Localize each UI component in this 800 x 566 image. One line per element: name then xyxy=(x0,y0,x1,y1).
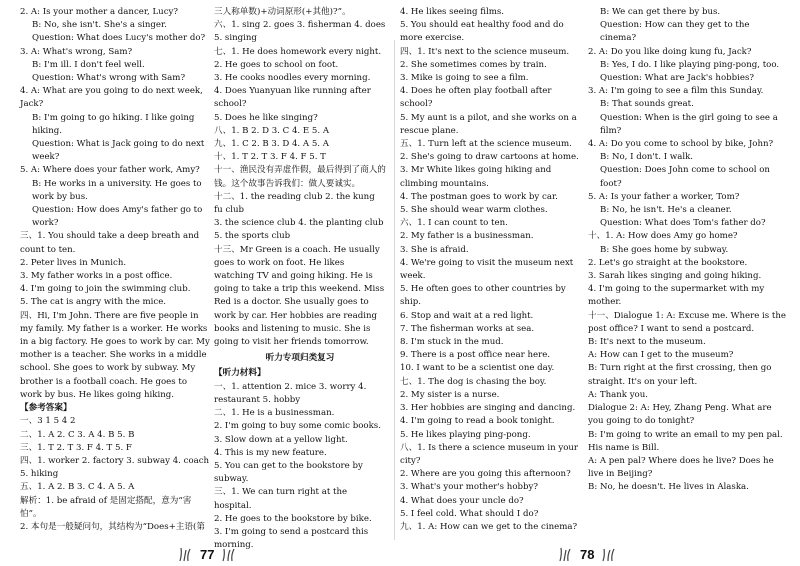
text-line: 5. He often goes to other countries by ship. xyxy=(400,284,566,308)
footer-right xyxy=(558,546,616,562)
text-line: 5. the sports club xyxy=(214,231,291,242)
page-number-left: 77 xyxy=(200,546,215,562)
text-line: 四、1. It's next to the science museum. xyxy=(400,46,570,57)
text-line: B: Turn right at the first crossing, then go straight. It's on your left. xyxy=(588,363,772,387)
text-line: 十三、Mr Green is a coach. He usually goes to work on foot. He likes watching TV and going hiking. He is going to take a trip this weekend. Miss Red is a doctor. She usually goes to work by car. Her hobbies are reading books and listening to music. She is going to visit her friends tomorrow. xyxy=(214,244,385,348)
text-line: 二、1. A 2. C 3. A 4. B 5. B xyxy=(20,429,135,440)
text-line: 六、1. I can count to ten. xyxy=(400,218,508,229)
text-line: 5. She should wear warm clothes. xyxy=(400,205,548,216)
text-line: 四、Hi, I'm John. There are five people in my family. My father is a worker. He works in a big factory. He goes to work by car. My mother is a teacher. She works in a middle school. She goes to work by subway. My brother is a football coach. He goes to work by bus. He likes going hiking. xyxy=(20,310,210,400)
grass-ornament-icon xyxy=(600,546,616,562)
text-line: 3. A: What's wrong, Sam? xyxy=(20,46,133,57)
text-line: 5. I feel cold. What should I do? xyxy=(400,508,539,519)
text-line: 四、1. worker 2. factory 3. subway 4. coach 5. hiking xyxy=(20,455,210,480)
text-line: 8. I'm stuck in the mud. xyxy=(400,337,504,348)
text-line: 五、1. A 2. B 3. C 4. A 5. A xyxy=(20,482,135,493)
text-line: 五、1. Turn left at the science museum. xyxy=(400,139,572,150)
text-line: 3. What's your mother's hobby? xyxy=(400,482,538,493)
text-line: 4. He likes seeing films. xyxy=(400,7,505,17)
text-line: 2. 本句是一般疑问句，其结构为“Does+主语(第 xyxy=(20,521,205,532)
text-line: 4. I'm going to the supermarket with my mother. xyxy=(588,284,765,308)
text-line: 2. A: Is your mother a dancer, Lucy? xyxy=(20,7,178,17)
text-line: Question: What does Lucy's mother do? xyxy=(32,33,206,44)
text-line: Question: What's wrong with Sam? xyxy=(32,73,186,84)
text-line: 5. My aunt is a pilot, and she works on a rescue plane. xyxy=(400,112,577,136)
text-line: 三、1. You should take a deep breath and count to ten. xyxy=(20,231,200,255)
grass-ornament-icon xyxy=(220,546,236,562)
text-line: 解析：1. be afraid of 是固定搭配，意为“害怕”。 xyxy=(20,495,192,519)
text-line: B: That sounds great. xyxy=(600,99,694,110)
text-line: 2. He goes to the bookstore by bike. xyxy=(214,513,372,524)
text-line: 5. A: Where does your father work, Amy? xyxy=(20,165,200,176)
text-line: A: A pen pal? Where does he live? Does he live in Beijing? xyxy=(588,455,774,480)
text-line: 3. Mike is going to see a film. xyxy=(400,73,529,84)
text-line: 4. A: Do you come to school by bike, John? xyxy=(588,139,774,150)
column-divider xyxy=(394,40,395,540)
text-line: 2. A: Do you like doing kung fu, Jack? xyxy=(588,46,752,57)
column-3 xyxy=(400,6,580,534)
text-line: 3. A: I'm going to see a film this Sunday. xyxy=(588,86,764,97)
text-line: B: Yes, I do. I like playing ping-pong, too. xyxy=(600,59,780,70)
text-line: 3. He cooks noodles every morning. xyxy=(214,73,371,84)
text-line: 2. He goes to school on foot. xyxy=(214,59,339,70)
text-line: 三、1. T 2. T 3. F 4. T 5. F xyxy=(20,442,132,453)
text-line: Question: What are Jack's hobbies? xyxy=(600,73,754,84)
text-line: 八、1. B 2. D 3. C 4. E 5. A xyxy=(214,125,330,136)
footer-left xyxy=(178,546,236,562)
text-line: 七、1. He does homework every night. xyxy=(214,46,382,57)
text-line: 2. She sometimes comes by train. xyxy=(400,59,547,70)
text-line: B: I'm going to go hiking. I like going hiking. xyxy=(32,112,195,136)
text-line: 5. You should eat healthy food and do more exercise. xyxy=(400,20,564,44)
text-line: 4. Does he often play football after school? xyxy=(400,86,552,110)
text-line: 3. My father works in a post office. xyxy=(20,271,173,282)
text-line: 6. Stop and wait at a red light. xyxy=(400,310,534,321)
column-2 xyxy=(214,6,386,552)
text-line: 三人称单数)+动词原形(+其他)?”。 xyxy=(214,7,351,17)
text-line: 2. Peter lives in Munich. xyxy=(20,257,127,268)
text-line: Dialogue 2: A: Hey, Zhang Peng. What are you going to do tonight? xyxy=(588,403,772,427)
text-line: 5. A: Is your father a worker, Tom? xyxy=(588,191,740,202)
text-line: 八、1. Is there a science museum in your city? xyxy=(400,442,579,466)
grass-ornament-icon xyxy=(558,546,574,562)
text-line: 九、1. C 2. B 3. D 4. A 5. A xyxy=(214,139,329,150)
text-line: 六、1. sing 2. goes 3. fisherman 4. does xyxy=(214,20,386,31)
text-line: 3. Sarah likes singing and going hiking. xyxy=(588,271,762,282)
text-line: 5. Does he like singing? xyxy=(214,112,318,123)
text-line: B: No, he doesn't. He lives in Alaska. xyxy=(588,482,749,493)
text-line: 3. Slow down at a yellow light. xyxy=(214,434,348,445)
text-line: 七、1. The dog is chasing the boy. xyxy=(400,376,547,387)
text-line: B: It's next to the museum. xyxy=(588,337,706,348)
text-line: A: How can I get to the museum? xyxy=(588,350,734,361)
text-line: 4. I'm going to read a book tonight. xyxy=(400,416,555,427)
text-line: B: I'm going to write an email to my pen pal. His name is Bill. xyxy=(588,429,783,453)
text-line: 2. My father is a businessman. xyxy=(400,231,534,242)
text-line: 4. What does your uncle do? xyxy=(400,495,524,506)
text-line: Question: What is Jack going to do next week? xyxy=(32,139,205,163)
text-line: B: She goes home by subway. xyxy=(600,244,729,255)
text-line: 3. Mr White likes going hiking and climbing mountains. xyxy=(400,165,552,189)
text-line: 3. She is afraid. xyxy=(400,244,469,255)
text-line: 2. She's going to draw cartoons at home. xyxy=(400,152,579,163)
text-line: 10. I want to be a scientist one day. xyxy=(400,363,555,374)
text-line: Question: How does Amy's father go to work? xyxy=(32,205,203,229)
text-line: 十、1. T 2. T 3. F 4. F 5. T xyxy=(214,152,326,163)
text-line: B: No, I don't. I walk. xyxy=(600,152,694,163)
text-line: 2. I'm going to buy some comic books. xyxy=(214,421,381,432)
text-line: 十一、Dialogue 1: A: Excuse me. Where is the post office? I want to send a postcard. xyxy=(588,310,786,334)
text-line: 三、1. We can turn right at the hospital. xyxy=(214,487,348,511)
text-line: B: He works in a university. He goes to work by bus. xyxy=(32,178,202,202)
text-line: 二、1. He is a businessman. xyxy=(214,408,335,419)
text-line: 5. singing xyxy=(214,33,257,44)
text-line: 一、3 1 5 4 2 xyxy=(20,416,76,427)
text-line: 九、1. A: How can we get to the cinema? xyxy=(400,521,578,532)
text-line: 4. This is my new feature. xyxy=(214,447,327,458)
column-1 xyxy=(20,6,210,534)
text-line: 2. Where are you going this afternoon? xyxy=(400,469,571,480)
text-line: 一、1. attention 2. mice 3. worry 4. restaurant 5. hobby xyxy=(214,381,367,405)
text-line: Question: What does Tom's father do? xyxy=(600,218,766,229)
text-line: 5. The cat is angry with the mice. xyxy=(20,297,167,308)
text-line: 3. I'm going to send a postcard this morning. xyxy=(214,526,369,551)
text-line: 4. A: What are you going to do next week, Jack? xyxy=(20,86,203,110)
text-line: 2. My sister is a nurse. xyxy=(400,389,500,400)
text-line: 5. You can get to the bookstore by subway. xyxy=(214,460,363,485)
text-line: B: I'm ill. I don't feel well. xyxy=(32,59,145,70)
text-line: 十、1. A: How does Amy go home? xyxy=(588,231,738,242)
text-line: 3. Her hobbies are singing and dancing. xyxy=(400,403,576,414)
text-line: 4. The postman goes to work by car. xyxy=(400,191,558,202)
text-line: B: No, he isn't. He's a cleaner. xyxy=(600,205,732,216)
text-line: 7. The fisherman works at sea. xyxy=(400,323,535,334)
text-line: 十一、渔民没有弄虚作假，最后得到了商人的钱。这个故事告诉我们：做人要诚实。 xyxy=(214,165,386,189)
text-line: 4. We're going to visit the museum next week. xyxy=(400,257,574,282)
grass-ornament-icon xyxy=(178,546,194,562)
text-line: 9. There is a post office near here. xyxy=(400,350,551,361)
text-line: 5. He likes playing ping-pong. xyxy=(400,429,531,440)
subsection-heading: 【参考答案】 xyxy=(20,403,72,414)
subsection-heading: 【听力材料】 xyxy=(214,368,266,379)
text-line: Question: Does John come to school on foot? xyxy=(600,165,770,189)
column-4 xyxy=(588,6,788,495)
text-line: B: We can get there by bus. xyxy=(600,7,721,17)
text-line: 4. Does Yuanyuan like running after school? xyxy=(214,86,371,110)
section-heading: 听力专项归类复习 xyxy=(265,353,335,364)
page-number-right: 78 xyxy=(580,546,595,562)
text-line: 4. I'm going to join the swimming club. xyxy=(20,284,191,295)
text-line: B: No, she isn't. She's a singer. xyxy=(32,20,167,31)
text-line: 2. Let's go straight at the bookstore. xyxy=(588,257,748,268)
text-line: 3. the science club 4. the planting club xyxy=(214,218,384,229)
text-line: A: Thank you. xyxy=(588,389,648,400)
text-line: 十二、1. the reading club 2. the kung fu club xyxy=(214,191,375,216)
text-line: Question: When is the girl going to see a film? xyxy=(600,112,778,136)
text-line: Question: How can they get to the cinema? xyxy=(600,20,750,44)
